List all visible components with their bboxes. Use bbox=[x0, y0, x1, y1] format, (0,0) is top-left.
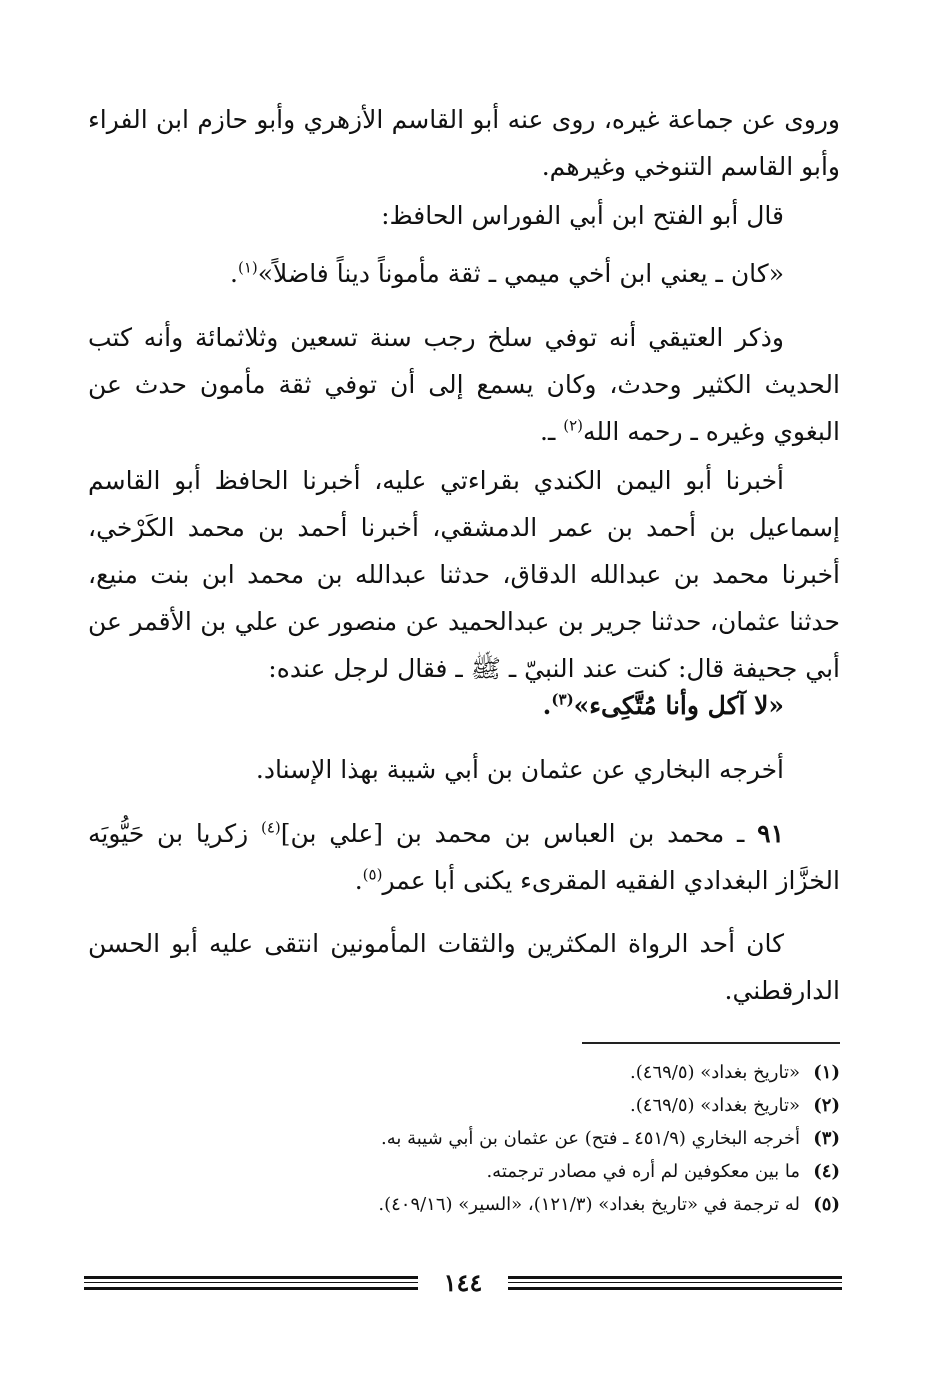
paragraph-text: كان أحد الرواة المكثرين والثقات المأمونين انتقى عليه أبو الحسن الدارقطني. bbox=[88, 929, 840, 1005]
footnote-ref: (٥) bbox=[362, 865, 383, 884]
paragraph-text: زكريا بن حَيُّويَه الخزَّاز البغدادي الفقيه المقرىء يكنى أبا عمر bbox=[88, 819, 840, 895]
footnote-number: (١) bbox=[813, 1062, 840, 1083]
punctuation: ـ. bbox=[540, 417, 564, 446]
footnote-text: أخرجه البخاري (٤٥١/٩ ـ فتح) عن عثمان بن أبي شيبة به. bbox=[380, 1128, 800, 1149]
paragraph-text: ـ محمد بن العباس بن محمد بن [علي بن] bbox=[280, 819, 758, 848]
footnote-text: ما بين معكوفين لم أره في مصادر ترجمته. bbox=[486, 1161, 800, 1182]
footnote-ref: (١) bbox=[237, 258, 258, 277]
footnote-text: «تاريخ بغداد» (٤٦٩/٥). bbox=[630, 1095, 800, 1116]
footnote-ref: (٤) bbox=[260, 818, 281, 837]
footnote-item bbox=[88, 1122, 840, 1155]
footnote-item bbox=[88, 1155, 840, 1188]
paragraph-quote-intro bbox=[88, 192, 840, 239]
hadith-text: «لا آكل وأنا مُتَّكِىء» bbox=[573, 691, 784, 720]
page-number: ١٤٤ bbox=[443, 1268, 483, 1297]
quote-text: «كان ـ يعني ابن أخي ميمي ـ ثقة مأموناً ديناً فاضلاً» bbox=[257, 259, 784, 288]
punctuation: . bbox=[354, 866, 363, 895]
paragraph-text: قال أبو الفتح ابن أبي الفوراس الحافظ: bbox=[381, 201, 784, 230]
paragraph-isnad bbox=[88, 457, 840, 692]
footnote-number: (٤) bbox=[813, 1161, 840, 1182]
footnote-item bbox=[88, 1188, 840, 1221]
entry-number: ٩١ bbox=[757, 819, 784, 848]
footnote-number: (٥) bbox=[813, 1194, 840, 1215]
footnotes-list bbox=[88, 1056, 840, 1221]
punctuation: . bbox=[542, 691, 552, 720]
paragraph-atiqi bbox=[88, 314, 840, 455]
footnote-number: (٣) bbox=[813, 1128, 840, 1149]
footnote-ref: (٣) bbox=[551, 690, 574, 709]
paragraph-entry-91 bbox=[88, 810, 840, 904]
footnote-number: (٢) bbox=[813, 1095, 840, 1116]
punctuation: . bbox=[230, 259, 238, 288]
footnote-text: له ترجمة في «تاريخ بغداد» (١٢١/٣)، «السير» (٤٠٩/١٦). bbox=[378, 1194, 800, 1215]
paragraph-text: أخبرنا أبو اليمن الكندي بقراءتي عليه، أخبرنا الحافظ أبو القاسم إسماعيل بن أحمد بن عمر الدمشقي، أخبرنا أحمد بن محمد الكَرْخي، أخبرنا محمد بن عبدالله الدقاق، حدثنا عبدالله بن محمد ابن بنت منيع، حدثنا عثمان، حدثنا جرير بن عبدالحميد عن منصور عن علي بن الأقمر عن أبي جحيفة قال: كنت عند النبيّ ـ ﷺ ـ فقال لرجل عنده: bbox=[88, 466, 840, 683]
footnote-item bbox=[88, 1089, 840, 1122]
page-footer bbox=[84, 1268, 842, 1298]
footnote-ref: (٢) bbox=[563, 416, 584, 435]
paragraph-takhrij bbox=[88, 746, 840, 793]
footnote-item bbox=[88, 1056, 840, 1089]
paragraph-text: وذكر العتيقي أنه توفي سلخ رجب سنة تسعين وثلاثمائة وأنه كتب الحديث الكثير وحدث، وكان يسمع إلى أن توفي ثقة مأمون حدث عن البغوي وغيره ـ رحمه الله bbox=[88, 323, 840, 446]
footnote-text: «تاريخ بغداد» (٤٦٩/٥). bbox=[630, 1062, 800, 1083]
paragraph-text: أخرجه البخاري عن عثمان بن أبي شيبة بهذا الإسناد. bbox=[255, 755, 784, 784]
paragraph-quote bbox=[88, 250, 840, 297]
footer-rule-right bbox=[508, 1276, 842, 1290]
paragraph-daraqutni bbox=[88, 920, 840, 1014]
paragraph-hadith bbox=[88, 682, 840, 729]
paragraph-narrators bbox=[88, 96, 840, 190]
paragraph-text: وروى عن جماعة غيره، روى عنه أبو القاسم الأزهري وأبو حازم ابن الفراء وأبو القاسم التنوخي وغيرهم. bbox=[88, 105, 840, 181]
footnote-separator bbox=[582, 1042, 840, 1044]
